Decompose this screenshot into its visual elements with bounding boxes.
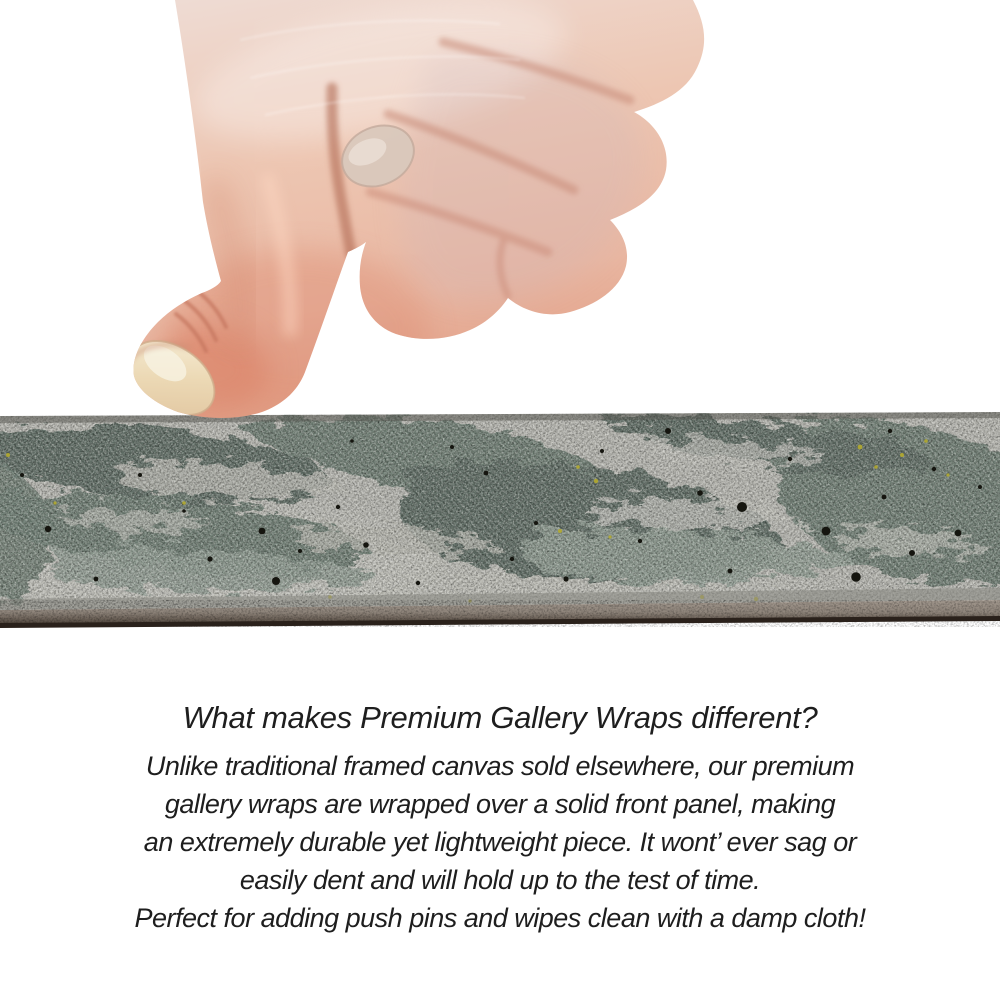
description-line: easily dent and will hold up to the test of time. [239, 865, 761, 895]
canvas-edge-strip [0, 411, 1000, 643]
hand-pressing-thumb [0, 0, 1000, 430]
description-line: gallery wraps are wrapped over a solid front panel, making [164, 789, 836, 819]
description-line: Unlike traditional framed canvas sold elsewhere, our premium [145, 751, 855, 781]
headline: What makes Premium Gallery Wraps different? [182, 700, 818, 735]
description-block [0, 697, 1000, 937]
description-line: an extremely durable yet lightweight piece. It wont’ ever sag or [143, 827, 857, 857]
description-line: Perfect for adding push pins and wipes clean with a damp cloth! [134, 903, 866, 933]
